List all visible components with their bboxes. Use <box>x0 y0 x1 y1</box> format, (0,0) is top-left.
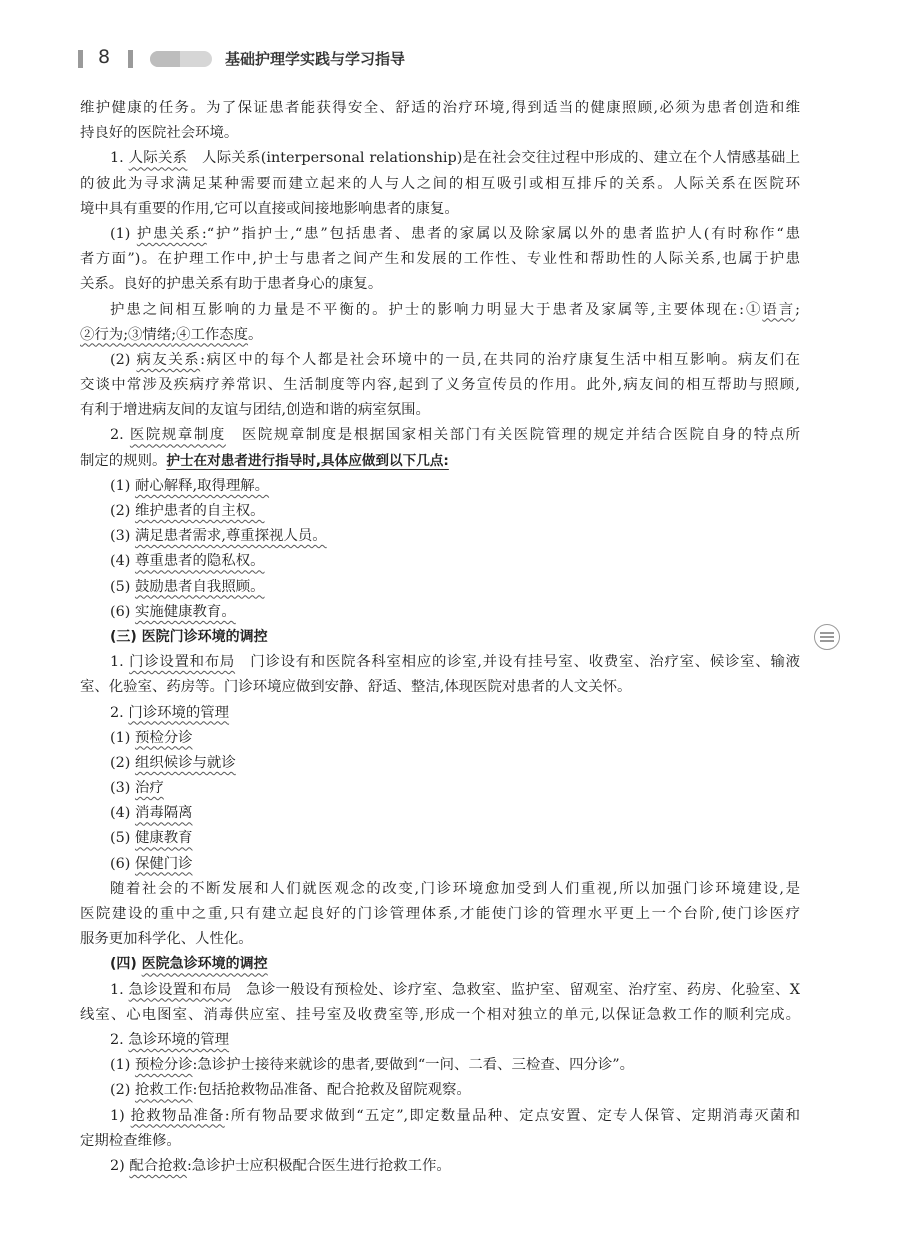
paragraph-line: 者方面”)。在护理工作中,护士与患者之间产生和发展的工作性、专业性和帮助性的人际关系,也属于护患 <box>80 251 800 268</box>
subsection-rescue <box>80 1078 800 1103</box>
term-attitude: ;④工作态度 <box>171 326 249 343</box>
outpatient-list <box>80 726 800 877</box>
term-behavior: ②行为 <box>80 326 124 343</box>
emphasis-guidance: 护士在对患者进行指导时,具体应做到以下几点: <box>166 452 449 469</box>
paragraph-line: 关系。良好的护患关系有助于患者身心的康复。 <box>80 276 383 293</box>
list-item-text: 消毒隔离 <box>134 805 193 822</box>
paragraph-line <box>80 449 800 474</box>
paragraph-text: :急诊护士接待来就诊的患者,要做到“一问、二看、三检查、四分诊”。 <box>192 1057 635 1074</box>
term-emergency-layout: 急诊设置和布局 <box>128 981 232 998</box>
paragraph-text: 医院规章制度是根据国家相关部门有关医院管理的规定并结合医院自身的特点所 <box>225 427 800 444</box>
item-number: 1. <box>110 981 129 998</box>
paragraph-text: :所有物品要求做到“五定”,即定数量品种、定点安置、定专人保管、定期消毒灭菌和 <box>224 1107 800 1124</box>
term-language: 语言 <box>762 301 796 318</box>
list-item-text: 鼓励患者自我照顾。 <box>134 578 265 595</box>
punctuation: 。 <box>248 326 263 343</box>
section-rules <box>80 423 800 448</box>
page-body <box>80 96 800 1179</box>
list-item-text: 实施健康教育。 <box>134 603 236 620</box>
paragraph-line: 维护健康的任务。为了保证患者能获得安全、舒适的治疗环境,得到适当的健康照顾,必须为患者创造和维 <box>80 100 800 116</box>
list-item-text: 维护患者的自主权。 <box>134 503 265 519</box>
term-triage: 预检分诊 <box>134 1057 193 1074</box>
section-outpatient-layout <box>80 650 800 675</box>
term-patient-peers: 病友关系 <box>136 351 201 368</box>
item-number: (2) <box>110 754 135 771</box>
list-item-text: 组织候诊与就诊 <box>134 754 236 771</box>
paragraph-line: 境中具有重要的作用,它可以直接或间接地影响患者的康复。 <box>80 200 459 217</box>
item-number: (6) <box>110 855 135 872</box>
section-emergency-layout <box>80 978 800 1003</box>
term-nurse-patient: 护患关系: <box>136 225 207 242</box>
section-outpatient-management <box>80 701 800 726</box>
term-outpatient-layout: 门诊设置和布局 <box>129 654 236 671</box>
heading-outpatient: (三) 医院门诊环境的调控 <box>110 628 268 645</box>
item-number: 1) <box>110 1107 131 1124</box>
paragraph-line: 持良好的医院社会环境。 <box>80 125 239 142</box>
item-number: 1. <box>110 654 130 671</box>
item-number: 2) <box>110 1157 130 1174</box>
section-interpersonal <box>80 146 800 171</box>
paragraph-line: 线室、心电图室、消毒供应室、挂号室及收费室等,形成一个相对独立的单元,以保证急救工作的顺利完成。 <box>80 1006 800 1023</box>
punctuation: ; <box>795 301 800 318</box>
item-number: (1) <box>110 477 135 494</box>
item-number: (3) <box>110 780 135 797</box>
heading-number: (四) <box>110 956 142 973</box>
term-rescue: 抢救工作 <box>134 1082 193 1099</box>
subsection-nurse-patient <box>80 222 800 247</box>
paragraph-text: 护患之间相互影响的力量是不平衡的。护士的影响力明显大于患者及家属等,主要体现在:① <box>110 301 763 318</box>
term-interpersonal: 人际关系 <box>128 150 188 167</box>
paragraph-text: :急诊护士应积极配合医生进行抢救工作。 <box>186 1157 451 1174</box>
item-number: (5) <box>110 830 135 847</box>
paragraph-text: 制定的规则。 <box>80 452 167 469</box>
paragraph-line <box>80 298 800 323</box>
paragraph-text: 人际关系(interpersonal relationship)是在社会交往过程中形成的、建立在个人情感基础上 <box>187 150 800 167</box>
list-item-text: 健康教育 <box>134 830 193 847</box>
item-number: 2. <box>110 1031 129 1048</box>
paragraph-line: 有利于增进病友间的友谊与团结,创造和谐的病室氛围。 <box>80 402 430 419</box>
list-item-text: 保健门诊 <box>134 855 193 872</box>
header-pill-shade <box>150 51 180 67</box>
item-number: (3) <box>110 528 135 545</box>
term-rules: 医院规章制度 <box>129 427 226 444</box>
margin-note-icon <box>814 624 840 650</box>
heading-emergency-text: 医院急诊环境的调控 <box>141 956 268 973</box>
list-item <box>80 801 800 826</box>
item-number: 1. <box>110 150 129 167</box>
list-item-text: 耐心解释,取得理解。 <box>134 477 270 494</box>
paragraph-line: 的彼此为寻求满足某种需要而建立起来的人与人之间的相互吸引或相互排斥的关系。人际关系在医院环 <box>80 175 800 192</box>
term-outpatient-management: 门诊环境的管理 <box>128 704 230 721</box>
term-emergency-management: 急诊环境的管理 <box>128 1031 230 1048</box>
list-item-text: 尊重患者的隐私权。 <box>134 553 265 570</box>
paragraph-text: :包括抢救物品准备、配合抢救及留院观察。 <box>192 1082 471 1099</box>
list-item <box>80 499 800 524</box>
paragraph-line: 服务更加科学化、人性化。 <box>80 931 253 948</box>
list-item <box>80 575 800 600</box>
paragraph-text: “护”指护士,“患”包括患者、患者的家属以及除家属以外的患者监护人(有时称作“患 <box>206 225 800 242</box>
header-bar-left <box>78 50 83 68</box>
list-item-text: 预检分诊 <box>134 729 193 746</box>
list-item <box>80 474 800 499</box>
heading-emergency <box>80 952 800 977</box>
item-number: (2) <box>110 351 137 368</box>
paragraph-line <box>80 323 800 348</box>
paragraph-line: 医院建设的重中之重,只有建立起良好的门诊管理体系,才能使门诊的管理水平更上一个台阶,使门诊医疗 <box>80 906 800 922</box>
subsection-rescue-supplies <box>80 1104 800 1129</box>
item-number: (1) <box>110 225 137 242</box>
paragraph-line: 定期检查维修。 <box>80 1132 181 1149</box>
term-assist-rescue: 配合抢救 <box>129 1157 187 1174</box>
item-number: (6) <box>110 603 135 620</box>
list-item <box>80 524 800 549</box>
list-item <box>80 852 800 877</box>
item-number: (2) <box>110 503 135 519</box>
paragraph-text: 门诊设有和医院各科室相应的诊室,并设有挂号室、收费室、治疗室、候诊室、输液 <box>235 654 800 671</box>
list-item <box>80 826 800 851</box>
item-number: (1) <box>110 1057 135 1074</box>
list-item <box>80 751 800 776</box>
list-item-text: 治疗 <box>134 780 164 797</box>
list-item <box>80 600 800 625</box>
list-item <box>80 549 800 574</box>
paragraph-line: 交谈中常涉及疾病疗养常识、生活制度等内容,起到了义务宣传员的作用。此外,病友间的相互帮助与照顾, <box>80 377 800 394</box>
list-item <box>80 776 800 801</box>
paragraph-text: 急诊一般设有预检处、诊疗室、急救室、监护室、留观室、治疗室、药房、化验室、X <box>231 981 800 998</box>
paragraph-text: :病区中的每个人都是社会环境中的一员,在共同的治疗康复生活中相互影响。病友们在 <box>200 351 800 368</box>
guidance-list <box>80 474 800 625</box>
book-title: 基础护理学实践与学习指导 <box>225 50 406 68</box>
subsection-triage <box>80 1053 800 1078</box>
subsection-patient-peers <box>80 348 800 373</box>
header-bar-right <box>128 50 133 68</box>
section-emergency-management <box>80 1028 800 1053</box>
item-number: 2. <box>110 704 129 721</box>
running-header <box>0 0 900 110</box>
item-number: (4) <box>110 805 135 822</box>
term-emotion: ;③情绪 <box>123 326 172 343</box>
item-number: (4) <box>110 553 135 570</box>
subsection-assist-rescue <box>80 1154 800 1179</box>
item-number: 2. <box>110 427 130 444</box>
term-rescue-supplies: 抢救物品准备 <box>130 1107 225 1124</box>
item-number: (2) <box>110 1082 135 1099</box>
list-item-text: 满足患者需求,尊重探视人员。 <box>134 528 327 545</box>
list-item <box>80 726 800 751</box>
paragraph-line: 室、化验室、药房等。门诊环境应做到安静、舒适、整洁,体现医院对患者的人文关怀。 <box>80 679 632 696</box>
item-number: (5) <box>110 578 135 595</box>
paragraph-line: 随着社会的不断发展和人们就医观念的改变,门诊环境愈加受到人们重视,所以加强门诊环境建设,是 <box>110 880 800 897</box>
item-number: (1) <box>110 729 135 746</box>
page-number: 8 <box>98 46 111 68</box>
